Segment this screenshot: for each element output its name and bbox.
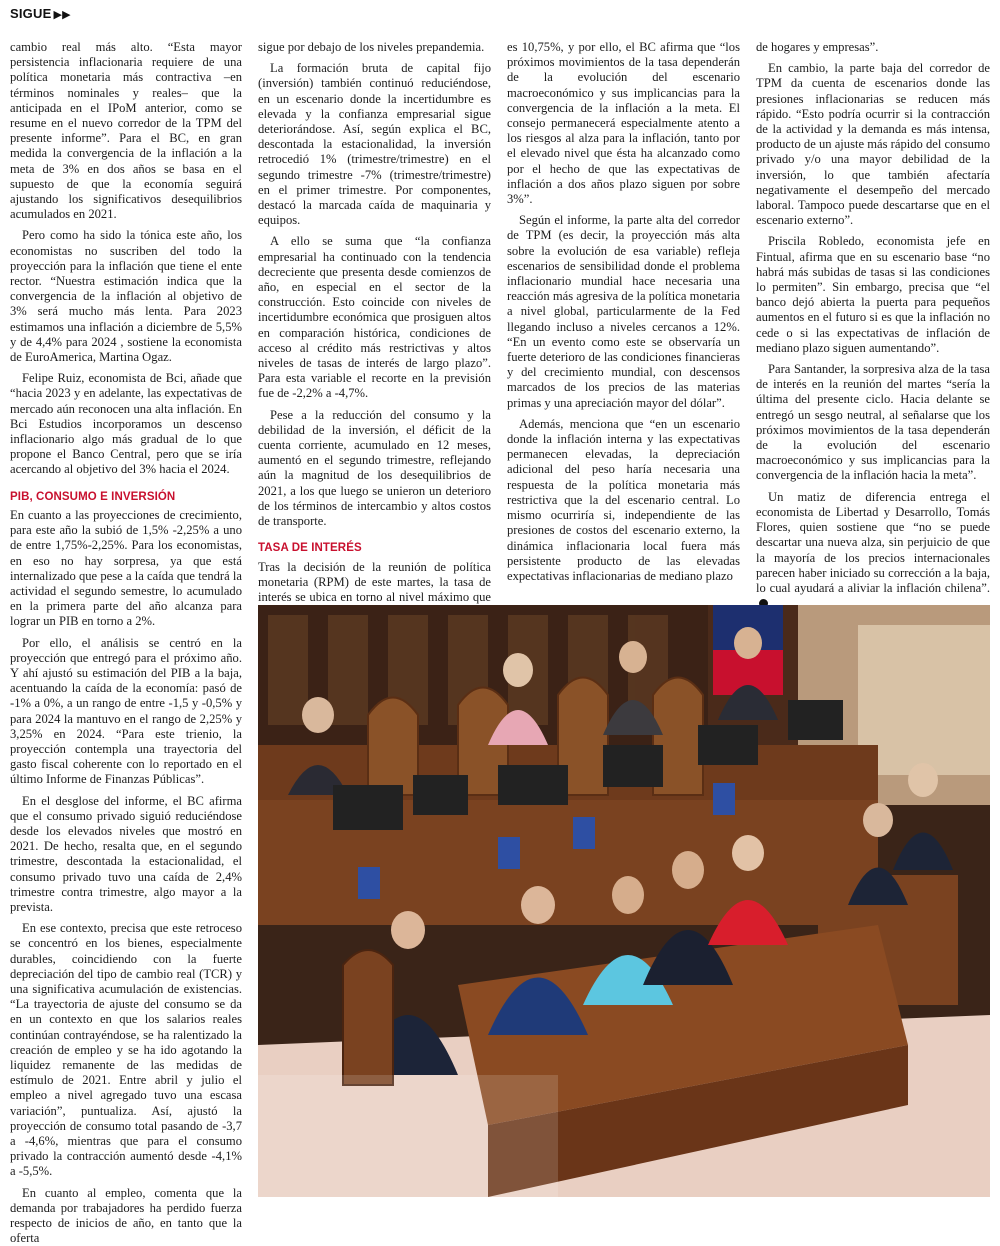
photo-illustration <box>258 605 990 1197</box>
paragraph-final <box>756 490 990 612</box>
article-column-4 <box>756 40 990 595</box>
article-column-3 <box>507 40 740 592</box>
paragraph: En ese contexto, precisa que este retroceso se concentró en los bienes, especialmente durables, coincidiendo con la fuerte depreciación del tipo de cambio real (TCR) y una significativa acumulación de existencias. “La trayectoria de ajuste del consumo se da en un contexto en que los salarios reales continúan contrayéndose, se ha ralentizado la creación de empleo y se ha ido agotando la liquidez remanente de las medidas de estímulo de 2021. Entre abril y julio el empleo a nivel agregado tuvo una escasa variación”, puntualiza. Así, ajustó la proyección de consumo total pasando de -3,7 a -4,6%, mientras que para el consumo privado la contracción aumentó desde -4,1% a -5,5%. <box>10 921 242 1179</box>
section-heading-tasa: TASA DE INTERÉS <box>258 542 362 555</box>
paragraph: En cuanto a las proyecciones de crecimiento, para este año la subió de 1,5% -2,25% a uno de entre 1,75%-2,25%. Para los economistas, en eso no hay sorpresa, ya que está internalizado que pese a la caída que tendrá la actividad el segundo semestre, lo acumulado en la primera parte del año alcanza para lograr un PIB en torno a 2%. <box>10 507 242 629</box>
continues-marker <box>10 6 71 21</box>
paragraph: Pero como ha sido la tónica este año, los economistas no suscriben del todo la proyección para la inflación que tiene el ente rector. “Nuestra estimación indica que la convergencia de la inflación al objetivo de 3% será mucho más lenta. Para 2023 estimamos una inflación a diciembre de 5,5% y de 4,4% para 2024 , sostiene la economista de EuroAmerica, Martina Ogaz. <box>10 228 242 365</box>
paragraph: Además, menciona que “en un escenario donde la inflación interna y las expectativas permanecen elevadas, la depreciación adicional del peso haría necesaria una respuesta de la política monetaria más restrictiva que la del escenario central. Lo mismo ocurriría si, independiente de las presiones de costos del escenario externo, la dinámica inflacionaria local fuera más persistente producto de las elevadas expectativas inflacionarias de mediano plazo <box>507 416 740 583</box>
paragraph: Pese a la reducción del consumo y la debilidad de la inversión, el déficit de la cuenta corriente, acumulado en 12 meses, aumentó en el segundo trimestre, reflejando aún la magnitud de los desequilibrios de 2021, a los que luego se unieron un deterioro de los términos de intercambio y altos costos de transporte. <box>258 407 491 529</box>
paragraph: sigue por debajo de los niveles prepandemia. <box>258 40 485 54</box>
paragraph: cambio real más alto. “Esta mayor persistencia inflacionaria requiere de una política monetaria más contractiva –en términos nominales y reales– que la anticipada en el IPoM anterior, como se resume en el nuevo corredor de la TPM del presente informe”. Para el BC, en gran medida la convergencia de la inflación a la meta de 3% en dos años se basa en el supuesto de que la economía seguirá ajustando los significativos desequilibrios acumulados en 2021. <box>10 40 242 222</box>
continues-label: SIGUE <box>10 6 52 21</box>
paragraph: Para Santander, la sorpresiva alza de la tasa de interés en la reunión del martes “sería la última del presente ciclo. Hacia delante se entregó un sesgo neutral, al señalarse que los próximos movimientos de la tasa dependerán de la evolución del escenario macroeconómico y sus implicancias para la convergencia de la inflación hacia la meta”. <box>756 362 990 483</box>
paragraph: En cuanto al empleo, comenta que la demanda por trabajadores ha perdido fuerza respecto de inicios de año, en tanto que la oferta <box>10 1185 242 1246</box>
paragraph: Según el informe, la parte alta del corredor de TPM (es decir, la proyección más alta sobre la evolución de esa variable) refleja escenarios de sensibilidad donde el problema inflacionario mundial hace necesaria una reacción más agresiva de la política monetaria a nivel global, particularmente de la Fed llegando incluso a niveles cercanos a 12%. “En un evento como este se observaría un fuerte deterioro de las condiciones financieras y del crecimiento mundial, con descensos marcados de los precios de las materias primas y una apreciación mayor del dólar”. <box>507 213 740 410</box>
paragraph: es 10,75%, y por ello, el BC afirma que “los próximos movimientos de la tasa dependerán de la evolución del escenario macroeconómico y sus implicancias para la convergencia de la inflación a la meta. El consejo permanecerá especialmente atento a los riesgos al alza para la inflación, tanto por el elevado nivel que ésta ha alcanzado como por el hecho de que las expectativas de inflación a dos años plazo siguen por sobre 3%”. <box>507 40 740 207</box>
paragraph: Por ello, el análisis se centró en la proyección que entregó para el próximo año. Y ahí ajustó su estimación del PIB a la baja, acentuando la caída de la economía: pasó de -1% a 0%, a un rango de entre -1,5 y -0,5% y para 2024 la mantuvo en el rango de 2,25% y 3,25% en 2024. “Para este trienio, la proyección contempla una trayectoria del gasto fiscal coherente con lo reportado en el último Informe de Finanzas Públicas”. <box>10 635 242 787</box>
paragraph: La formación bruta de capital fijo (inversión) también continuó reduciéndose, en un escenario donde la incertidumbre es elevada y la confianza empresarial sigue deteriorándose. Así, según explica el BC, descontada la estacionalidad, la inversión retrocedió 1% (trimestre/trimestre) en el segundo trimestre -7% (trimestre/trimestre) en el primer trimestre. Por componentes, destacó la marcada caída de maquinaria y equipos. <box>258 61 491 228</box>
paragraph-final-text: Un matiz de diferencia entrega el economista de Libertad y Desarrollo, Tomás Flores, quien sostiene que “no se puede descartar una nueva alza, sin perjuicio de que la mayoría de los precios internacionales parecen haber iniciado su corrección a la baja, lo cual ayudará a aliviar la inflación chilena”. <box>756 489 990 595</box>
double-arrow-icon: ▶▶ <box>53 9 71 21</box>
paragraph: de hogares y empresas”. <box>756 40 879 54</box>
article-column-1 <box>10 40 242 1246</box>
paragraph: En el desglose del informe, el BC afirma que el consumo privado siguió reduciéndose desde los elevados niveles que mostró en 2021. De hecho, resalta que, en el segundo trimestre, descontada la estacionalidad, el consumo privado tuvo una caída de 2,4% trimestre contra trimestre, algo mayor a la prevista. <box>10 793 242 914</box>
paragraph: Tras la decisión de la reunión de política monetaria (RPM) de este martes, la tasa de interés se ubica en torno al nivel máximo que <box>258 559 491 604</box>
section-heading-pib: PIB, CONSUMO E INVERSIÓN <box>10 490 176 503</box>
paragraph: Felipe Ruiz, economista de Bci, añade que “hacia 2023 y en adelante, las expectativas de mercado aún reconocen una alta inflación. En Bci Estudios incorporamos un descenso inflacionario algo más gradual de lo que propone el Banco Central, pero que se iría acercando al objetivo del 3% hacia el 2024. <box>10 371 242 477</box>
paragraph: Priscila Robledo, economista jefe en Fintual, afirma que en su escenario base “no habrá más subidas de tasas si las condiciones lo permiten”. Sin embargo, precisa que “el banco dejó abierta la puerta para pequeños aumentos en el futuro si es que la inflación no cede o si las expectativas de inflación de mediano plazo siguen aumentando”. <box>756 234 990 355</box>
paragraph: A ello se suma que “la confianza empresarial ha continuado con la tendencia decreciente que presenta desde comienzos de año, en especial en el sector de la construcción. Esto coincide con niveles de incertidumbre económica que prosiguen altos en comparación histórica, condiciones de acceso al crédito más restrictivas y altos niveles de tasas de interés de largo plazo”. Para esta variable el recorte en la previsión fue de -2,2% a -4,7%. <box>258 234 491 401</box>
article-column-2 <box>258 40 491 604</box>
chamber-session-photo <box>258 605 990 1197</box>
paragraph: En cambio, la parte baja del corredor de TPM da cuenta de escenarios donde las presiones inflacionarias se reducen más rápido. “Esto podría ocurrir si la contracción de la actividad y la demanda es más intensa, producto de un ajuste más rápido del consumo privado y/o una mayor debilidad de la inversión, lo que también afectaría negativamente el desempeño del mercado laboral. Tampoco puede descartarse que en el escenario externo”. <box>756 61 990 228</box>
